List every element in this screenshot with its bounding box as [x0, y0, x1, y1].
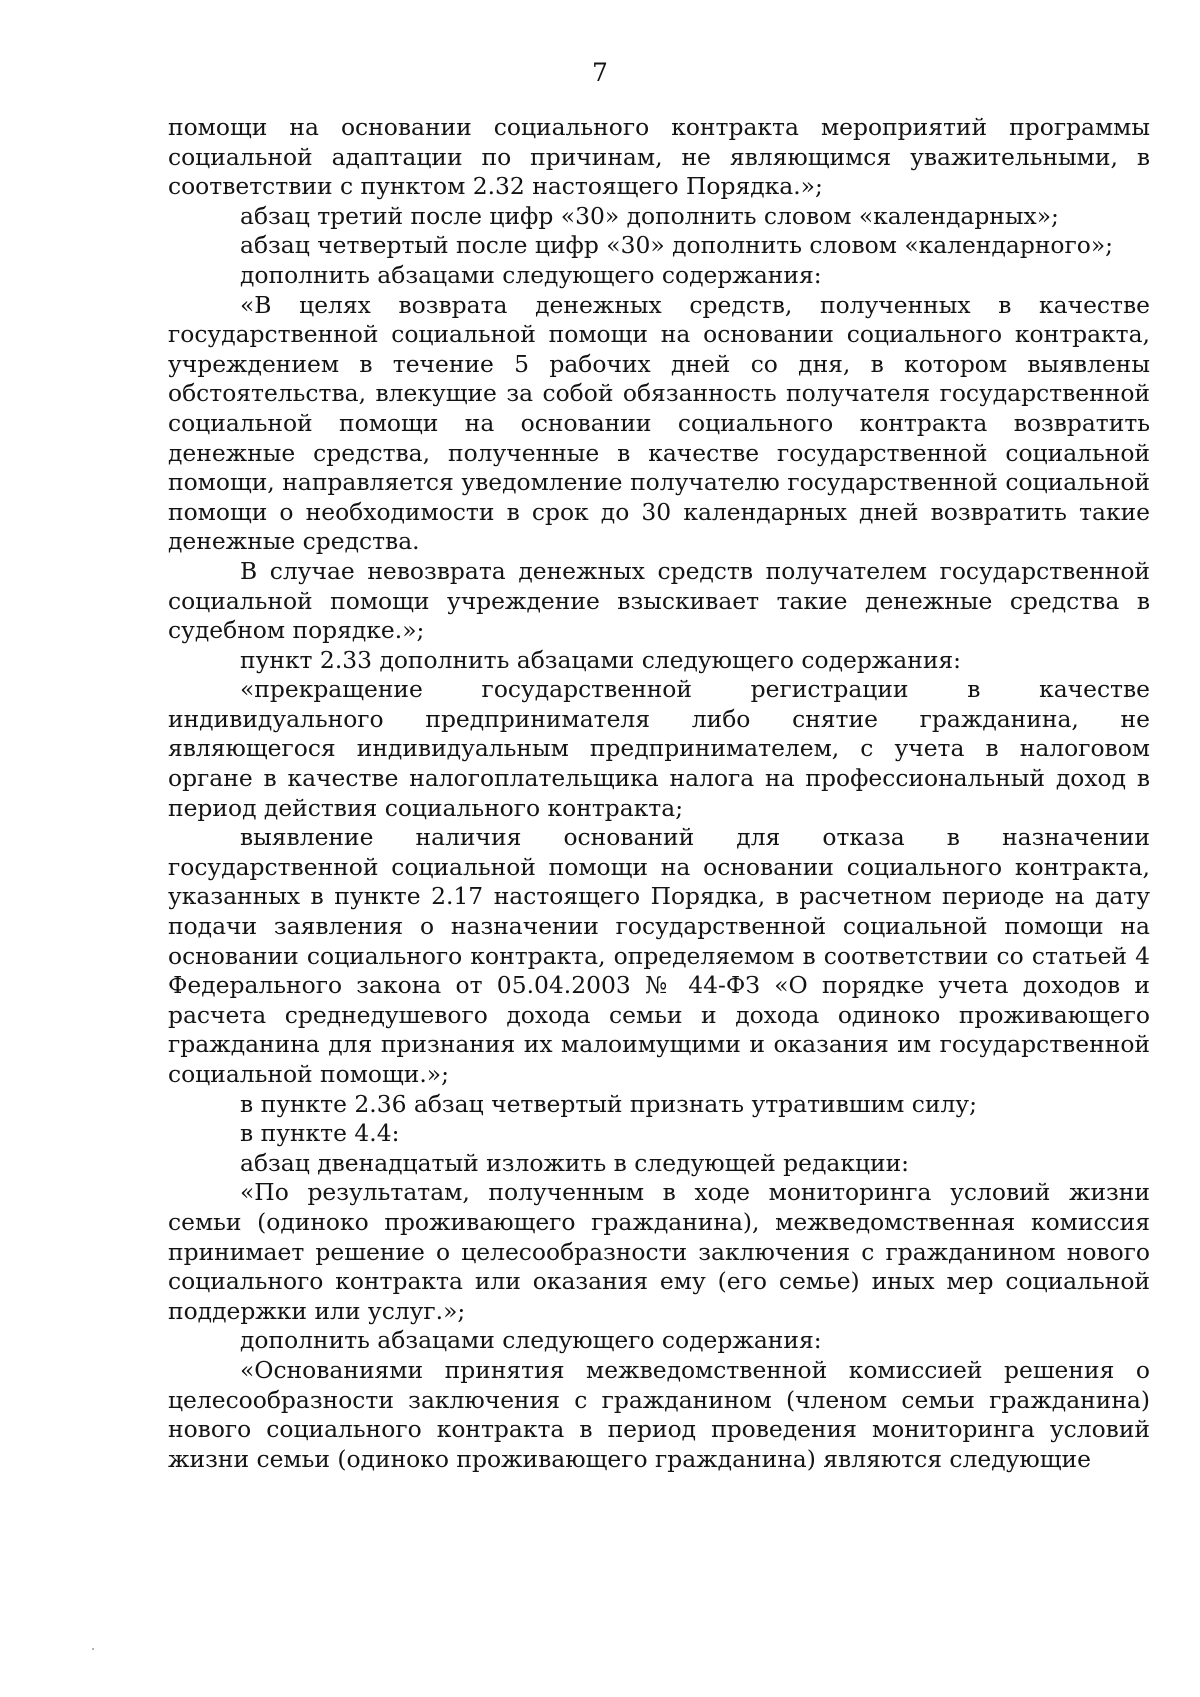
paragraph: абзац третий после цифр «30» дополнить словом «календарных»; [240, 201, 1059, 230]
document-body [168, 113, 1150, 1474]
paragraph: «По результатам, полученным в ходе мониторинга условий жизни семьи (одиноко проживающего гражданина), межведомственная комиссия принимает решение о целесообразности заключения с гражданином нового социального контракта или оказания ему (его семье) иных мер социальной поддержки или услуг.»; [168, 1178, 1150, 1325]
paragraph: в пункте 4.4: [240, 1119, 400, 1148]
paragraph: «Основаниями принятия межведомственной комиссией решения о целесообразности заключения с гражданином (членом семьи гражданина) нового социального контракта в период проведения мониторинга условий жизни семьи (одиноко проживающего гражданина) являются следующие [168, 1355, 1150, 1473]
scan-dot [92, 1648, 94, 1650]
page-number: 7 [592, 58, 608, 87]
paragraph: дополнить абзацами следующего содержания: [240, 1326, 822, 1355]
paragraph: выявление наличия оснований для отказа в назначении государственной социальной помощи на основании социального контракта, указанных в пункте 2.17 настоящего Порядка, в расчетном периоде на дату подачи заявления о назначении государственной социальной помощи на основании социального контракта, определяемом в соответствии со статьей 4 Федерального закона от 05.04.2003 № 44-ФЗ «О порядке учета доходов и расчета среднедушевого дохода семьи и дохода одиноко проживающего гражданина для признания их малоимущими и оказания им государственной социальной помощи.»; [168, 823, 1150, 1088]
paragraph: пункт 2.33 дополнить абзацами следующего содержания: [240, 645, 962, 674]
paragraph: «прекращение государственной регистрации в качестве индивидуального предпринимателя либо снятие гражданина, не являющегося индивидуальным предпринимателем, с учета в налоговом органе в качестве налогоплательщика налога на профессиональный доход в период действия социального контракта; [168, 675, 1150, 822]
paragraph: абзац четвертый после цифр «30» дополнить словом «календарного»; [240, 231, 1114, 260]
paragraph: в пункте 2.36 абзац четвертый признать утратившим силу; [240, 1089, 977, 1118]
paragraph: «В целях возврата денежных средств, полученных в качестве государственной социальной помощи на основании социального контракта, учреждением в течение 5 рабочих дней со дня, в котором выявлены обстоятельства, влекущие за собой обязанность получателя государственной социальной помощи на основании социального контракта возвратить денежные средства, полученные в качестве государственной социальной помощи, направляется уведомление получателю государственной социальной помощи о необходимости в срок до 30 календарных дней возвратить такие денежные средства. [168, 290, 1150, 556]
paragraph-continuation: помощи на основании социального контракта мероприятий программы социальной адаптации по причинам, не являющимся уважительными, в соответствии с пунктом 2.32 настоящего Порядка.»; [168, 113, 1150, 201]
paragraph: В случае невозврата денежных средств получателем государственной социальной помощи учреждение взыскивает такие денежные средства в судебном порядке.»; [168, 556, 1150, 645]
paragraph: дополнить абзацами следующего содержания: [240, 260, 822, 289]
paragraph: абзац двенадцатый изложить в следующей редакции: [240, 1148, 910, 1177]
